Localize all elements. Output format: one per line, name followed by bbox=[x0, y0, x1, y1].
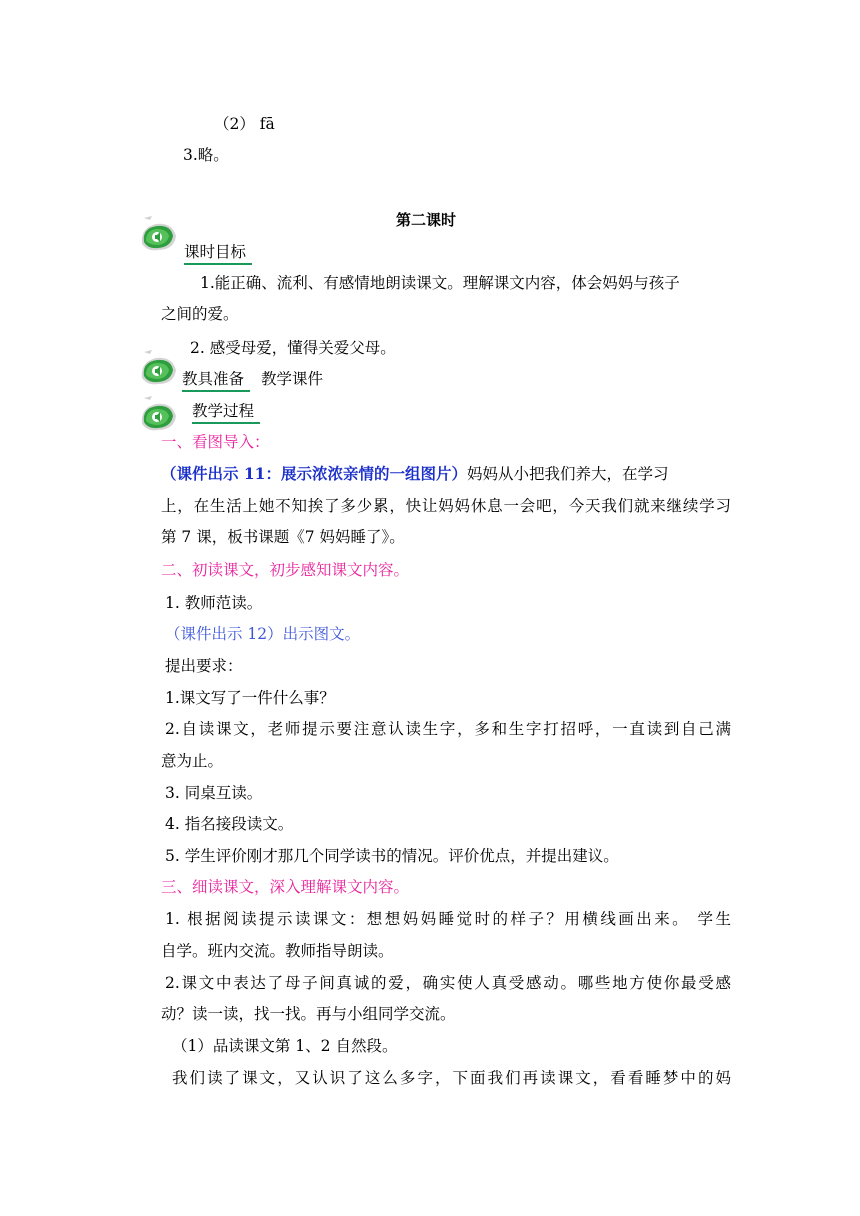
section3-p1-line1: 1. 根据阅读提示读课文：想想妈妈睡觉时的样子？用横线画出来。 学生 bbox=[165, 910, 731, 928]
section1-heading: 一、看图导入： bbox=[161, 433, 270, 451]
section3-p3: （1）品读课文第 1、2 自然段。 bbox=[172, 1037, 398, 1055]
materials-label: 教具准备 bbox=[182, 369, 250, 392]
objective-1-line2: 之间的爱。 bbox=[161, 305, 239, 323]
answer-2: （2） fā bbox=[214, 115, 275, 133]
section3-heading: 三、细读课文，深入理解课文内容。 bbox=[161, 878, 410, 896]
section3-p4-line1: 我们读了课文，又认识了这么多字，下面我们再读课文，看看睡梦中的妈 bbox=[172, 1069, 731, 1087]
section2-step5: 5. 学生评价刚才那几个同学读书的情况。评价优点，并提出建议。 bbox=[165, 847, 619, 865]
objectives-label: 课时目标 bbox=[184, 242, 252, 265]
materials-row bbox=[182, 369, 323, 392]
section1-line1: （课件出示 11：展示浓浓亲情的一组图片）妈妈从小把我们养大，在学习 bbox=[161, 464, 669, 483]
requirement-2-line1: 2.自读课文，老师提示要注意认读生字，多和生字打招呼，一直读到自己满 bbox=[165, 720, 731, 738]
section2-heading: 二、初读课文，初步感知课文内容。 bbox=[161, 561, 410, 579]
requirement-2-line2: 意为止。 bbox=[161, 752, 224, 770]
section3-p1-line2: 自学。班内交流。教师指导朗读。 bbox=[161, 942, 394, 960]
section1-line3: 第 7 课，板书课题《7 妈妈睡了》。 bbox=[161, 528, 405, 546]
green-leaf-speaker-icon bbox=[138, 214, 180, 254]
lesson-title: 第二课时 bbox=[396, 211, 457, 229]
section2-step3: 3. 同桌互读。 bbox=[165, 784, 263, 802]
section1-line2: 上，在生活上她不知挨了多少累，快让妈妈休息一会吧，今天我们就来继续学习 bbox=[161, 497, 731, 515]
requirement-label: 提出要求： bbox=[165, 657, 243, 675]
section2-step1: 1. 教师范读。 bbox=[165, 594, 263, 612]
courseware-12: （课件出示 12）出示图文。 bbox=[165, 625, 361, 643]
objective-2: 2. 感受母爱，懂得关爱父母。 bbox=[190, 339, 396, 357]
materials-value: 教学课件 bbox=[260, 370, 323, 388]
green-leaf-speaker-icon bbox=[138, 348, 180, 388]
green-leaf-speaker-icon bbox=[138, 394, 180, 434]
process-label: 教学过程 bbox=[192, 401, 260, 424]
requirement-1: 1.课文写了一件什么事？ bbox=[165, 689, 335, 707]
section3-p2-line1: 2.课文中表达了母子间真诚的爱，确实使人真受感动。哪些地方使你最受感 bbox=[165, 974, 731, 992]
section3-p2-line2: 动？读一读，找一找。再与小组同学交流。 bbox=[161, 1005, 456, 1023]
objective-1-line1: 1.能正确、流利、有感情地朗读课文。理解课文内容，体会妈妈与孩子 bbox=[200, 274, 680, 292]
answer-3: 3.略。 bbox=[183, 146, 229, 164]
courseware-11: （课件出示 11：展示浓浓亲情的一组图片） bbox=[161, 464, 467, 483]
section2-step4: 4. 指名接段读文。 bbox=[165, 815, 294, 833]
